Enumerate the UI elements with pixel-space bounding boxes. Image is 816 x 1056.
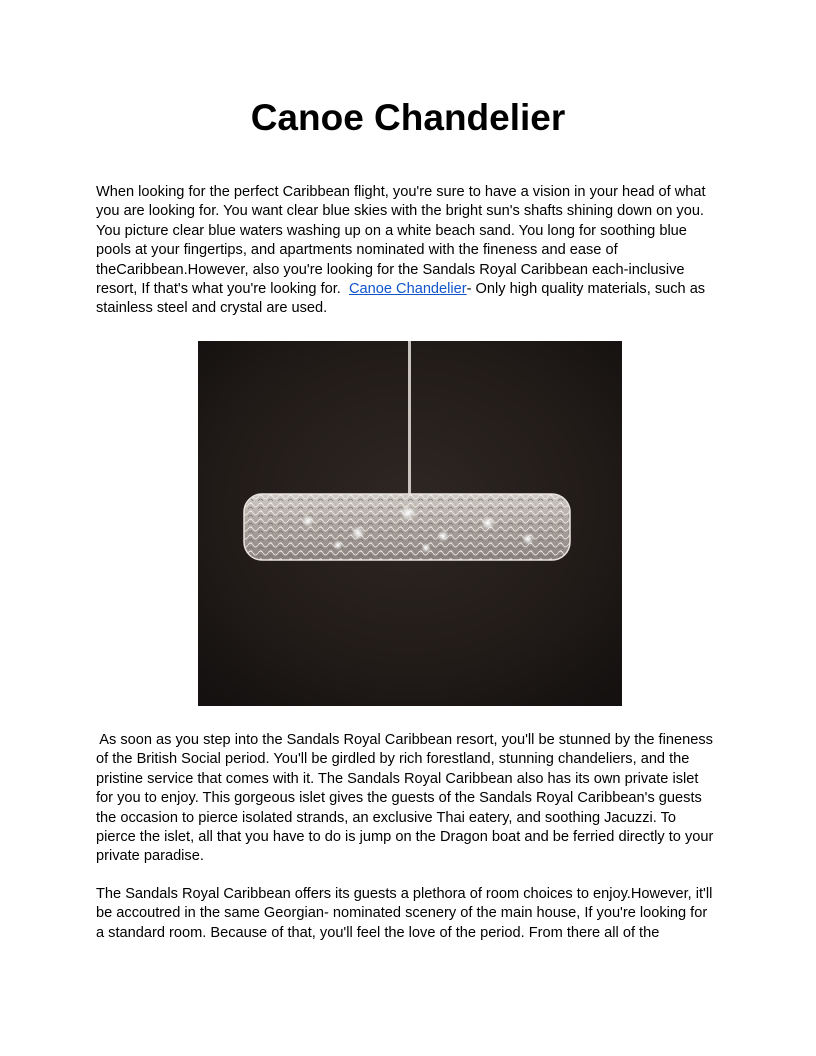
page-title: Canoe Chandelier bbox=[250, 97, 566, 138]
canoe-chandelier-link[interactable]: Canoe Chandelier bbox=[348, 281, 467, 298]
paragraph-line: for you to enjoy. This gorgeous islet gives the guests of the Sandals Royal Caribbean's guests bbox=[96, 790, 702, 807]
paragraph-line: a standard room. Because of that, you'll feel the love of the period. From there all of the bbox=[96, 924, 660, 941]
paragraph-line: You picture clear blue waters washing up on a white beach sand. You long for soothing blue bbox=[96, 222, 687, 239]
chandelier-body bbox=[244, 494, 570, 560]
paragraph-line: pierce the islet, all that you have to do is jump on the Dragon boat and be ferried directly to your bbox=[96, 829, 714, 846]
paragraph-line: pools at your fingertips, and apartments nominated with the fineness and ease of bbox=[96, 242, 618, 259]
intro-paragraph bbox=[96, 183, 726, 319]
resort-paragraph bbox=[96, 731, 726, 867]
paragraph-line: of the British Social period. You'll be girdled by rich forestland, stunning chandeliers, and the bbox=[96, 751, 690, 768]
paragraph-line: The Sandals Royal Caribbean offers its guests a plethora of room choices to enjoy.However, it'll bbox=[96, 886, 713, 902]
paragraph-line-with-link bbox=[96, 280, 726, 299]
paragraph-line: the occasion to pierce isolated strands, an exclusive Thai eatery, and soothing Jacuzzi. To bbox=[96, 809, 677, 826]
paragraph-line: be accoutred in the same Georgian- nominated scenery of the main house, If you're looking for bbox=[96, 905, 708, 922]
paragraph-line: theCaribbean.However, also you're looking for the Sandals Royal Caribbean each-inclusive bbox=[96, 261, 685, 278]
paragraph-line: pristine service that comes with it. The Sandals Royal Caribbean also has its own private islet bbox=[96, 770, 699, 787]
paragraph-line: stainless steel and crystal are used. bbox=[96, 300, 328, 317]
link-prefix-text: resort, If that's what you're looking for. bbox=[96, 281, 349, 298]
suspension-rod bbox=[408, 341, 411, 494]
paragraph-line: When looking for the perfect Caribbean flight, you're sure to have a vision in your head of what bbox=[96, 184, 706, 200]
chandelier-photo-svg bbox=[198, 341, 622, 706]
rooms-paragraph bbox=[96, 885, 726, 943]
chandelier-image bbox=[198, 341, 622, 706]
paragraph-line: you are looking for. You want clear blue skies with the bright sun's shafts shining down on you. bbox=[96, 203, 704, 220]
link-suffix-text: - Only high quality materials, such as bbox=[466, 281, 706, 298]
paragraph-line: As soon as you step into the Sandals Royal Caribbean resort, you'll be stunned by the fineness bbox=[96, 732, 713, 748]
paragraph-line: private paradise. bbox=[96, 848, 204, 865]
